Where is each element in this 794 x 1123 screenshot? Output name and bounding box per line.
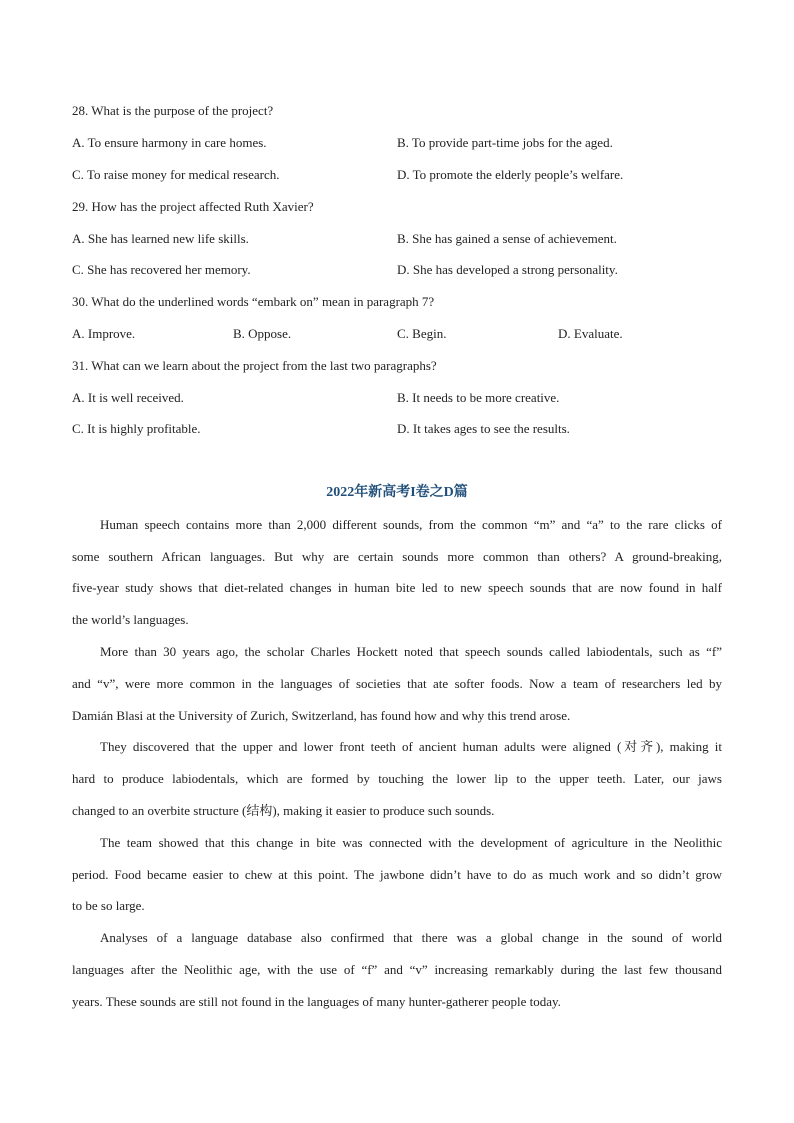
option-31-b: B. It needs to be more creative. <box>397 390 560 405</box>
question-28-stem: 28. What is the purpose of the project? <box>72 103 274 118</box>
question-31-options <box>72 390 722 406</box>
option-31-a: A. It is well received. <box>72 390 184 405</box>
option-28-c: C. To raise money for medical research. <box>72 167 280 182</box>
option-30-c: C. Begin. <box>397 326 447 341</box>
paragraph-line: some southern African languages. But why are certain sounds more common than others? A ground-breaking, <box>72 549 722 564</box>
paragraph-line: and “v”, were more common in the languages of societies that ate softer foods. Now a team of researchers led by <box>72 676 722 691</box>
option-29-c: C. She has recovered her memory. <box>72 262 251 277</box>
paragraph-line: Human speech contains more than 2,000 different sounds, from the common “m” and “a” to the rare clicks of <box>100 517 722 532</box>
option-29-b: B. She has gained a sense of achievement. <box>397 231 617 246</box>
question-29-options <box>72 231 722 247</box>
question-30-options <box>72 326 722 342</box>
option-30-b: B. Oppose. <box>233 326 292 341</box>
paragraph-line: years. These sounds are still not found in the languages of many hunter-gatherer people today. <box>72 994 561 1009</box>
paragraph-line: changed to an overbite structure (结构), making it easier to produce such sounds. <box>72 803 495 818</box>
option-29-a: A. She has learned new life skills. <box>72 231 249 246</box>
option-28-d: D. To promote the elderly people’s welfare. <box>397 167 624 182</box>
paragraph-line: period. Food became easier to chew at this point. The jawbone didn’t have to do as much work and so didn’t grow <box>72 867 722 882</box>
paragraph-line: They discovered that the upper and lower front teeth of ancient human adults were aligned (对齐), making it <box>100 739 722 754</box>
paragraph-line: to be so large. <box>72 898 145 913</box>
paragraph-line: the world’s languages. <box>72 612 189 627</box>
paragraph-line: Analyses of a language database also confirmed that there was a global change in the sound of world <box>100 930 722 945</box>
question-29-stem: 29. How has the project affected Ruth Xavier? <box>72 199 314 214</box>
question-29-options-2 <box>72 262 722 278</box>
paragraph-line: hard to produce labiodentals, which are formed by touching the lower lip to the upper teeth. Later, our jaws <box>72 771 722 786</box>
question-31-stem: 31. What can we learn about the project from the last two paragraphs? <box>72 358 437 373</box>
paragraph-line: More than 30 years ago, the scholar Charles Hockett noted that speech sounds called labiodentals, such as “f” <box>100 644 722 659</box>
option-28-a: A. To ensure harmony in care homes. <box>72 135 267 150</box>
section-title: 2022年新高考I卷之D篇 <box>326 485 468 500</box>
option-29-d: D. She has developed a strong personality. <box>397 262 618 277</box>
option-28-b: B. To provide part-time jobs for the aged. <box>397 135 613 150</box>
option-30-d: D. Evaluate. <box>558 326 623 341</box>
question-31-options-2 <box>72 421 722 437</box>
paragraph-line: Damián Blasi at the University of Zurich, Switzerland, has found how and why this trend arose. <box>72 708 571 723</box>
question-28-options <box>72 135 722 151</box>
paragraph-line: languages after the Neolithic age, with the use of “f” and “v” increasing remarkably during the last few thousand <box>72 962 722 977</box>
question-30-stem: 30. What do the underlined words “embark on” mean in paragraph 7? <box>72 294 435 309</box>
option-31-d: D. It takes ages to see the results. <box>397 421 570 436</box>
option-30-a: A. Improve. <box>72 326 136 341</box>
option-31-c: C. It is highly profitable. <box>72 421 201 436</box>
paragraph-line: five-year study shows that diet-related changes in human bite led to new speech sounds that are now found in half <box>72 580 722 595</box>
paragraph-line: The team showed that this change in bite was connected with the development of agriculture in the Neolithic <box>100 835 722 850</box>
question-28-options-2 <box>72 167 722 183</box>
